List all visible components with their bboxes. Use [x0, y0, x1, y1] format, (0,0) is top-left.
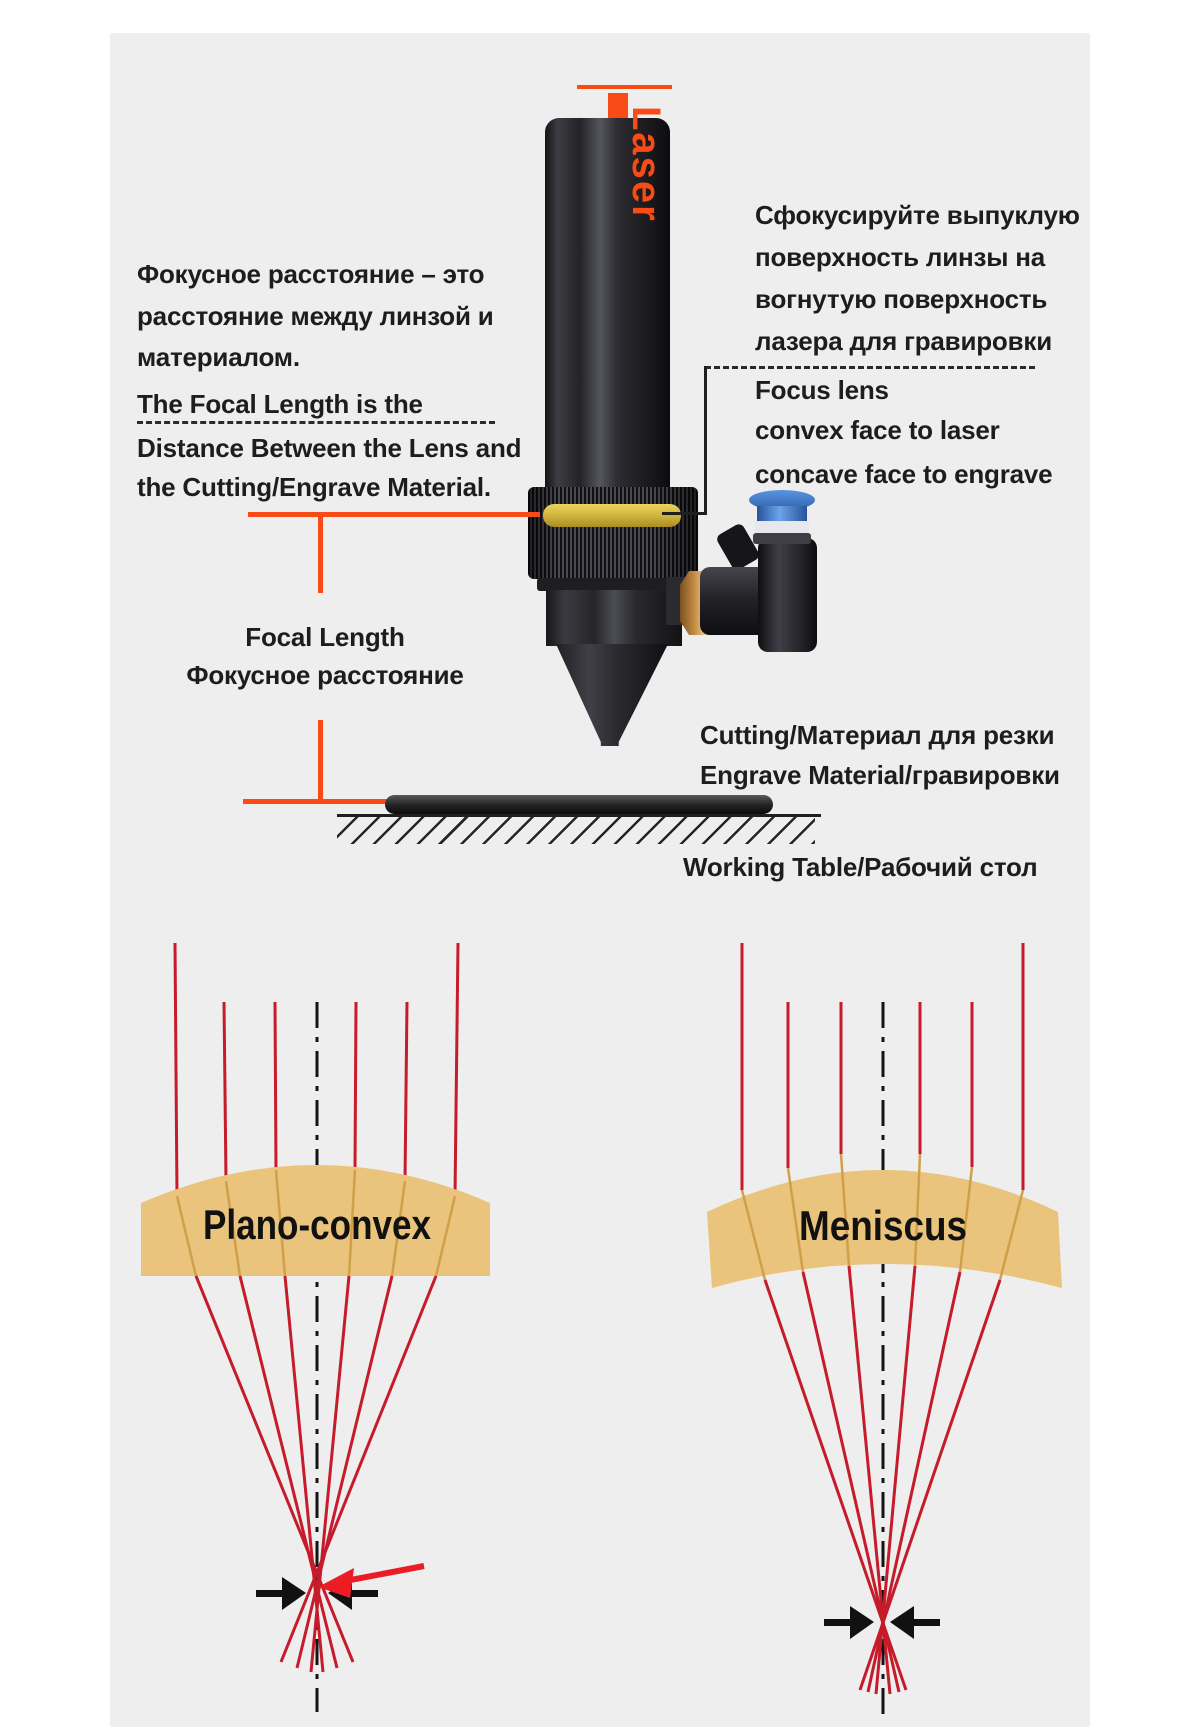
focus-lens-line2: convex face to laser [755, 415, 1000, 445]
focal-length-label-en: Focal Length [245, 622, 405, 652]
focus-lens-line1: Focus lens [755, 375, 889, 405]
cutting-material-slab [385, 795, 773, 814]
air-elbow-vertical [758, 538, 817, 652]
focal-length-label-ru: Фокусное расстояние [186, 660, 464, 690]
focus-hint-ru-line2: поверхность линзы на [755, 242, 1046, 272]
plano-convex-diagram [141, 943, 490, 1712]
left-dashed-divider [137, 421, 495, 424]
focal-definition-en-line2: Distance Between the Lens and [137, 433, 522, 463]
focal-definition-ru-line1: Фокусное расстояние – это [137, 259, 485, 289]
lens-comparison-diagram [0, 925, 1200, 1725]
focal-definition-en-line1: The Focal Length is the [137, 389, 423, 419]
focal-definition-ru-line3: материалом. [137, 342, 300, 372]
material-label-line1: Cutting/Материал для резки [700, 720, 1055, 750]
focus-hint-ru-line1: Сфокусируйте выпуклую [755, 200, 1080, 230]
focal-length-bottom-line [243, 799, 389, 804]
focus-hint-ru-line4: лазера для гравировки [755, 326, 1052, 356]
lens-callout-horizontal-line [662, 512, 707, 515]
beam-entry-line [577, 85, 672, 89]
laser-beam-label: Laser [624, 106, 668, 223]
focus-hint-ru-line3: вогнутую поверхность [755, 284, 1048, 314]
working-table-label: Working Table/Рабочий стол [683, 852, 1038, 882]
lens-holder-knurled-ring [528, 487, 698, 579]
focal-definition-en-line3: the Cutting/Engrave Material. [137, 472, 491, 502]
working-table-hatching [337, 817, 815, 844]
lens-callout-vertical-line [704, 366, 707, 514]
meniscus-diagram [707, 943, 1062, 1717]
focal-length-lower-tick [318, 720, 323, 802]
right-dashed-divider [705, 366, 1035, 369]
laser-head-lower-body [546, 590, 682, 646]
focal-length-upper-tick [318, 517, 323, 593]
material-label-line2: Engrave Material/гравировки [700, 760, 1060, 790]
meniscus-label: Meniscus [799, 1202, 967, 1249]
focal-length-top-line [248, 512, 540, 517]
plano-convex-label: Plano-convex [203, 1201, 432, 1248]
focal-definition-ru-line2: расстояние между линзой и [137, 301, 494, 331]
pneumatic-fitting-collar [753, 533, 811, 544]
focus-lens-line3: concave face to engrave [755, 459, 1053, 489]
focus-lens-band [543, 504, 681, 527]
